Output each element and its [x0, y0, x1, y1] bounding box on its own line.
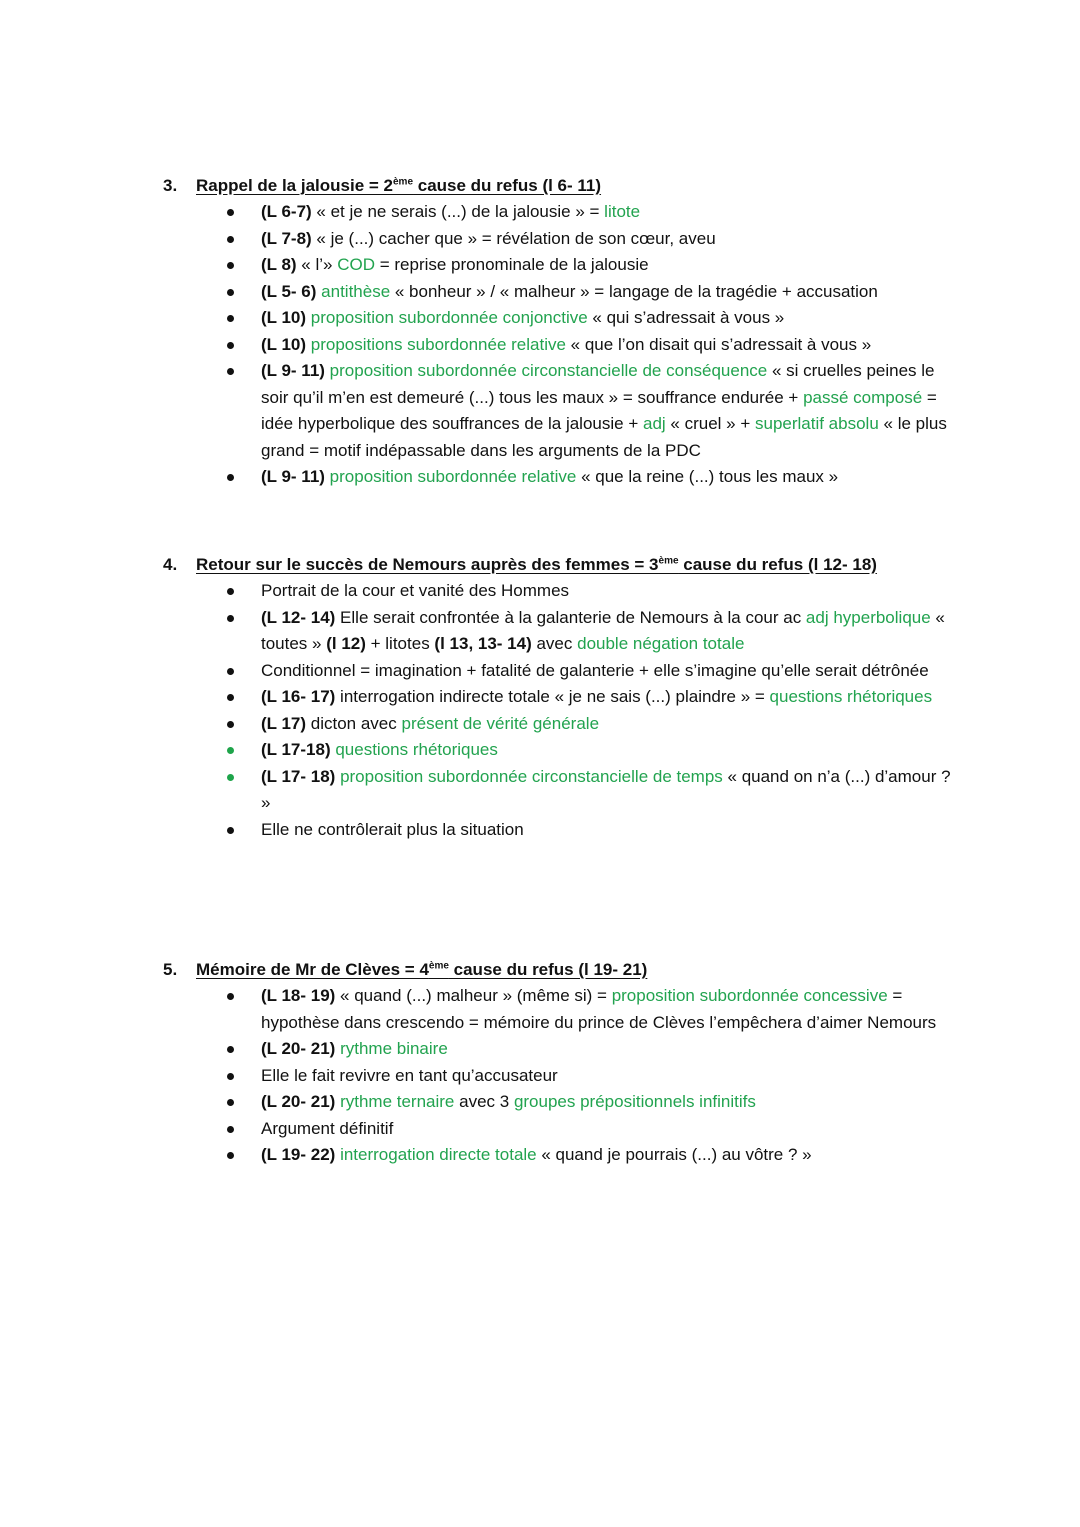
list-item [163, 226, 963, 253]
section-title-start: Rappel de la jalousie = 2 [196, 176, 393, 195]
item-text: Elle serait confrontée à la galanterie de Nemours à la cour ac [335, 607, 806, 627]
highlight-term: groupes prépositionnels infinitifs [513, 1092, 756, 1111]
item-text: Portrait de la cour et vanité des Hommes [261, 581, 570, 600]
line-reference: (L 17-18) [261, 740, 331, 759]
line-reference: (L 20- 21) [261, 1092, 336, 1111]
highlight-term: COD [337, 255, 375, 274]
item-text: Elle le fait revivre en tant qu’accusateur [261, 1065, 558, 1085]
highlight-term: adj [642, 414, 666, 433]
list-item [163, 578, 963, 605]
section-4 [163, 551, 963, 843]
bullet-dot-icon [227, 1099, 234, 1106]
highlight-term: proposition subordonnée circonstancielle de conséquence [329, 361, 768, 380]
bullet-dot-icon [227, 289, 234, 296]
bullet-dot-icon [227, 262, 234, 269]
section-title [196, 551, 877, 578]
highlight-term: rythme ternaire [340, 1092, 455, 1111]
list-item [163, 658, 963, 685]
item-text: Conditionnel = imagination + fatalité de galanterie + elle s’imagine qu’elle serait détrônée [261, 660, 929, 680]
list-item [163, 332, 963, 359]
item-text: = hypothèse dans crescendo = mémoire du prince de Clèves l’empêchera d’aimer Nemours [261, 986, 937, 1032]
list-item [163, 1142, 963, 1169]
section-title-start: Mémoire de Mr de Clèves = 4 [196, 960, 429, 979]
bullet-dot-icon [227, 993, 234, 1000]
list-item [163, 684, 963, 711]
section-number: 5. [163, 960, 178, 979]
section-heading [163, 551, 963, 578]
item-text: « et je ne serais (...) de la jalousie » = [311, 202, 605, 221]
bullet-dot-icon [227, 1046, 234, 1053]
line-reference: (L 8) [261, 255, 297, 274]
line-reference: (L 5- 6) [261, 281, 317, 301]
bullet-dot-icon [227, 474, 234, 481]
item-text: « quand je pourrais (...) au vôtre ? » [536, 1145, 812, 1164]
line-reference: (L 10) [261, 308, 307, 327]
item-text: = reprise pronominale de la jalousie [375, 255, 649, 274]
list-item [163, 279, 963, 306]
highlight-term: passé composé [803, 387, 923, 407]
list-item [163, 983, 963, 1036]
list-item [163, 1063, 963, 1090]
item-text: « que l’on disait qui s’adressait à vous » [565, 334, 872, 354]
item-text: = idée hyperbolique des souffrances de la jalousie + [261, 387, 937, 433]
item-text: « je (...) cacher que » = révélation de son cœur, aveu [311, 228, 716, 248]
line-reference: (L 10) [261, 334, 307, 354]
bullet-dot-icon [227, 747, 234, 754]
line-reference: (L 7-8) [261, 228, 312, 248]
section-title-end: cause du refus (l 6- 11) [413, 176, 602, 195]
item-text: « l’» [296, 255, 338, 274]
bullet-dot-icon [227, 721, 234, 728]
section-title [196, 172, 601, 199]
section-heading [163, 172, 963, 199]
bullet-dot-icon [227, 342, 234, 349]
line-reference: (L 9- 11) [261, 467, 325, 486]
highlight-term: proposition subordonnée relative [329, 467, 577, 486]
list-item [163, 1116, 963, 1143]
highlight-term: proposition subordonnée concessive [611, 986, 888, 1005]
line-reference: (L 6-7) [261, 202, 312, 221]
line-reference: (L 20- 21) [261, 1039, 336, 1058]
list-item [163, 711, 963, 738]
section-title-sup: ème [658, 555, 679, 567]
section-3 [163, 172, 963, 491]
line-reference: (L 16- 17) [261, 687, 336, 706]
item-text: interrogation indirecte totale « je ne sais (...) plaindre » = [335, 687, 770, 706]
highlight-term: rythme binaire [340, 1039, 448, 1058]
section-title-sup: ème [428, 960, 449, 972]
item-text: Argument définitif [261, 1118, 394, 1138]
section-number: 3. [163, 176, 178, 195]
list-item [163, 305, 963, 332]
bullet-list [163, 983, 963, 1169]
bullet-dot-icon [227, 827, 234, 834]
item-text: avec [531, 634, 578, 653]
highlight-term: antithèse [321, 281, 391, 301]
list-item [163, 252, 963, 279]
bullet-dot-icon [227, 1152, 234, 1159]
line-reference: (l 12) [326, 634, 366, 653]
section-title-sup: ème [393, 176, 414, 188]
highlight-term: interrogation directe totale [340, 1145, 537, 1164]
section-number: 4. [163, 555, 178, 574]
list-item [163, 605, 963, 658]
item-text: « le plus grand = motif indépassable dans les arguments de la PDC [261, 414, 947, 460]
highlight-term: adj hyperbolique [805, 607, 931, 627]
bullet-dot-icon [227, 209, 234, 216]
highlight-term: double négation totale [577, 634, 745, 653]
list-item [163, 358, 963, 464]
line-reference: (L 12- 14) [261, 607, 336, 627]
item-text: « si cruelles peines le soir qu’il m’en est demeuré (...) tous les maux » = souffrance endurée + [261, 361, 935, 407]
bullet-list [163, 199, 963, 491]
highlight-term: propositions subordonnée relative [310, 334, 566, 354]
highlight-term: proposition subordonnée conjonctive [310, 308, 588, 327]
item-text: « quand (...) malheur » (même si) = [335, 986, 612, 1005]
item-text: « cruel » + [665, 414, 755, 433]
item-text: « bonheur » / « malheur » = langage de la tragédie + accusation [390, 281, 878, 301]
item-text: Elle ne contrôlerait plus la situation [261, 819, 524, 839]
line-reference: (L 17- 18) [261, 766, 336, 786]
section-5 [163, 956, 963, 1169]
bullet-list [163, 578, 963, 843]
bullet-dot-icon [227, 1126, 234, 1133]
bullet-dot-icon [227, 774, 234, 781]
item-text: « que la reine (...) tous les maux » [576, 467, 839, 486]
list-item [163, 737, 963, 764]
section-title-start: Retour sur le succès de Nemours auprès des femmes = 3 [196, 555, 659, 574]
section-title-end: cause du refus (l 19- 21) [448, 960, 648, 979]
highlight-term: présent de vérité générale [401, 713, 600, 733]
line-reference: (L 18- 19) [261, 986, 336, 1005]
bullet-dot-icon [227, 1073, 234, 1080]
list-item [163, 199, 963, 226]
bullet-dot-icon [227, 668, 234, 675]
highlight-term: litote [604, 202, 641, 221]
item-text: « qui s’adressait à vous » [587, 308, 785, 327]
highlight-term: superlatif absolu [754, 414, 879, 433]
section-title-end: cause du refus (l 12- 18) [678, 555, 877, 574]
bullet-dot-icon [227, 615, 234, 622]
line-reference: (L 19- 22) [261, 1145, 336, 1164]
list-item [163, 1089, 963, 1116]
bullet-dot-icon [227, 694, 234, 701]
bullet-dot-icon [227, 588, 234, 595]
section-title [196, 956, 647, 983]
list-item [163, 764, 963, 817]
bullet-dot-icon [227, 368, 234, 375]
item-text: dicton avec [306, 713, 402, 733]
highlight-term: questions rhétoriques [769, 687, 933, 706]
section-heading [163, 956, 963, 983]
highlight-term: proposition subordonnée circonstancielle de temps [340, 766, 723, 786]
list-item [163, 464, 963, 491]
item-text: avec 3 [454, 1092, 514, 1111]
line-reference: (L 17) [261, 713, 307, 733]
list-item [163, 817, 963, 844]
highlight-term: questions rhétoriques [335, 740, 498, 759]
item-text: « quand on n’a (...) d’amour ? » [261, 766, 951, 812]
item-text: + litotes [365, 634, 435, 653]
line-reference: (L 9- 11) [261, 361, 325, 380]
item-text: « toutes » [261, 607, 945, 653]
bullet-dot-icon [227, 236, 234, 243]
line-reference: (l 13, 13- 14) [434, 634, 532, 653]
bullet-dot-icon [227, 315, 234, 322]
list-item [163, 1036, 963, 1063]
